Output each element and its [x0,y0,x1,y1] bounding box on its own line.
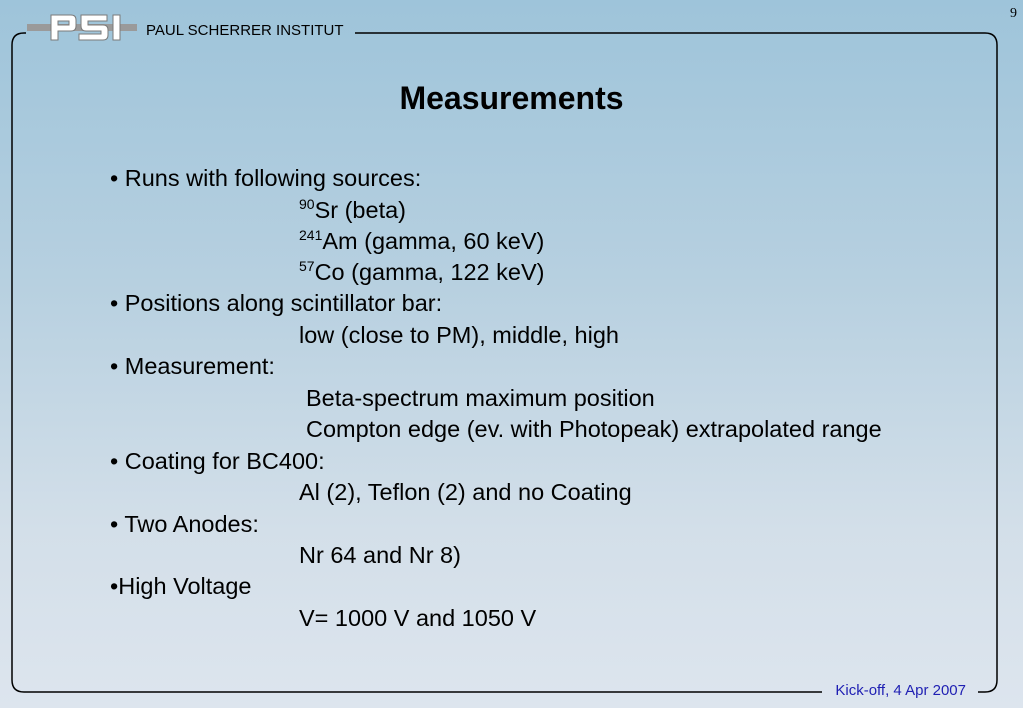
bullet-measurement: • Measurement: [110,353,275,379]
institute-name: PAUL SCHERRER INSTITUT [146,22,344,39]
anodes-detail: Nr 64 and Nr 8) [299,542,461,568]
bullet-high-voltage: •High Voltage [110,573,252,599]
bullet-coating: • Coating for BC400: [110,448,325,474]
coating-detail: Al (2), Teflon (2) and no Coating [299,479,632,505]
slide-title: Measurements [399,80,624,116]
footer-date: Kick-off, 4 Apr 2007 [835,682,966,699]
source-sr90: $^{90}$Sr (beta) [299,196,406,223]
source-am241: $^{241}$Am (gamma, 60 keV) [299,227,545,254]
bullet-runs: • Runs with following sources: [110,165,422,191]
high-voltage-detail: V= 1000 V and 1050 V [299,605,537,631]
measurement-beta: Beta-spectrum maximum position [306,385,655,411]
page-number: 9 [1010,6,1017,21]
measurement-compton: Compton edge (ev. with Photopeak) extrapolated range [306,416,882,442]
psi-logo [27,13,139,43]
source-co57: $^{57}$Co (gamma, 122 keV) [299,258,545,285]
positions-detail: low (close to PM), middle, high [299,322,619,348]
bullet-anodes: • Two Anodes: [110,511,259,537]
bullet-positions: • Positions along scintillator bar: [110,290,443,316]
